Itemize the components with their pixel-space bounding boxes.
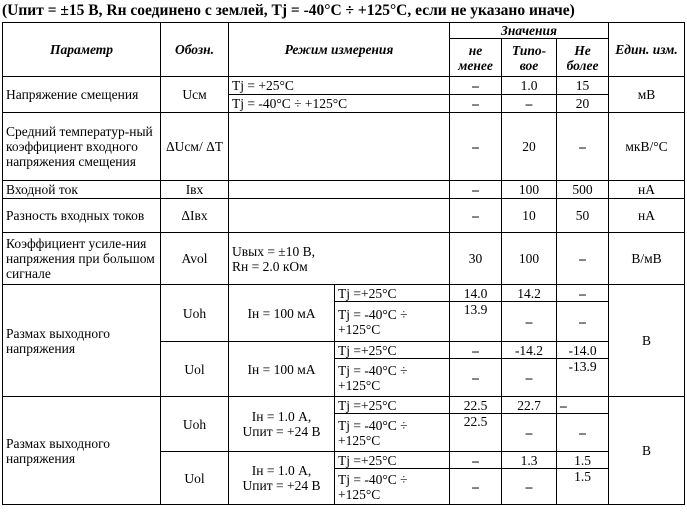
row-swing1-uol-t1: Tj =+25°C xyxy=(335,342,450,359)
row-swing1-uol-cond: Iн = 100 мА xyxy=(229,342,335,397)
row-gain-mode xyxy=(229,233,450,285)
row-swing2-uoh-t2-typ: – xyxy=(502,414,557,452)
row-gain-unit: В/мВ xyxy=(609,233,685,285)
row-swing2-uoh-symbol: Uoh xyxy=(161,397,229,452)
row-drift-symbol: ΔUсм/ ΔT xyxy=(161,113,229,181)
row-swing1-param: Размах выходного напряжения xyxy=(3,285,161,397)
row-gain-typ: 100 xyxy=(502,233,557,285)
header-min: не менее xyxy=(450,39,502,77)
header-parameter: Параметр xyxy=(3,23,161,77)
row-swing2-uol-t2-max: 1.5 xyxy=(557,469,609,505)
row-bias-symbol: Iвх xyxy=(161,181,229,199)
row-swing1-uoh-t1-min: 14.0 xyxy=(450,285,502,302)
row-diff-typ: 10 xyxy=(502,199,557,233)
row-offset-c2-min: – xyxy=(450,95,502,113)
row-bias-mode xyxy=(229,181,450,199)
row-swing1-uol-t2-typ: – xyxy=(502,359,557,397)
row-drift-min: – xyxy=(450,113,502,181)
row-gain-cond1: Uвых = ±10 В, xyxy=(232,243,315,259)
row-gain-symbol: Avol xyxy=(161,233,229,285)
row-swing2-uoh-t1-typ: 22.7 xyxy=(502,397,557,414)
row-swing1-uol-t2: Tj = -40°C ÷ +125°C xyxy=(335,359,450,397)
row-swing2-uoh-t1-max: – xyxy=(557,397,609,414)
row-swing1-uoh-symbol: Uoh xyxy=(161,285,229,342)
row-swing2-uol-t2-typ: – xyxy=(502,469,557,505)
row-offset-param: Напряжение смещения xyxy=(3,77,161,113)
header-symbol: Обозн. xyxy=(161,23,229,77)
row-swing2-uoh-t1: Tj =+25°C xyxy=(335,397,450,414)
row-offset-c1-typ: 1.0 xyxy=(502,77,557,95)
row-swing2-uoh-t2-max: – xyxy=(557,414,609,452)
row-swing2-uoh-cond xyxy=(229,397,335,452)
row-swing1-uoh-t1-max: – xyxy=(557,285,609,302)
row-swing1-uoh-t2: Tj = -40°C ÷ +125°C xyxy=(335,302,450,342)
row-offset-unit: мВ xyxy=(609,77,685,113)
row-swing1-uoh-t2-typ: – xyxy=(502,302,557,342)
row-bias-unit: нА xyxy=(609,181,685,199)
header-unit: Един. изм. xyxy=(609,23,685,77)
row-swing1-uol-t1-min: – xyxy=(450,342,502,359)
row-diff-symbol: ΔIвх xyxy=(161,199,229,233)
row-offset-cond2: Tj = -40°C ÷ +125°C xyxy=(229,95,450,113)
header-typ: Типо-вое xyxy=(502,39,557,77)
header-mode: Режим измерения xyxy=(229,23,450,77)
row-swing1-uol-t1-typ: -14.2 xyxy=(502,342,557,359)
row-swing1-uoh-cond: Iн = 100 мА xyxy=(229,285,335,342)
header-values: Значения xyxy=(450,23,609,39)
row-offset-symbol: Uсм xyxy=(161,77,229,113)
row-swing2-uoh-t2-min: 22.5 xyxy=(450,414,502,452)
row-drift-param: Средний температур-ный коэффициент входного напряжения смещения xyxy=(3,113,161,181)
row-swing2-uol-t1: Tj =+25°C xyxy=(335,452,450,469)
row-swing1-uoh-t2-min: 13.9 xyxy=(450,302,502,342)
row-swing1-uoh-t1: Tj =+25°C xyxy=(335,285,450,302)
row-offset-c1-min: – xyxy=(450,77,502,95)
row-swing1-uol-t2-max: -13.9 xyxy=(557,359,609,397)
row-swing2-uol-t1-min: – xyxy=(450,452,502,469)
row-offset-c1-max: 15 xyxy=(557,77,609,95)
row-swing2-uol-t2-min: – xyxy=(450,469,502,505)
row-swing2-uol-t1-typ: 1.3 xyxy=(502,452,557,469)
row-swing2-uol-cond xyxy=(229,452,335,505)
electrical-characteristics-table xyxy=(2,22,685,505)
row-swing1-uoh-t1-typ: 14.2 xyxy=(502,285,557,302)
row-swing1-uoh-t2-max: – xyxy=(557,302,609,342)
row-swing2-uol-cond2: Uпит = +24 В xyxy=(242,478,321,493)
row-offset-c2-typ: – xyxy=(502,95,557,113)
row-diff-max: 50 xyxy=(557,199,609,233)
row-offset-c2-max: 20 xyxy=(557,95,609,113)
row-swing2-uol-t2: Tj = -40°C ÷ +125°C xyxy=(335,469,450,505)
row-bias-max: 500 xyxy=(557,181,609,199)
row-swing1-unit: В xyxy=(609,285,685,397)
row-diff-mode xyxy=(229,199,450,233)
row-drift-max: – xyxy=(557,113,609,181)
row-gain-param: Коэффициент усиле-ния напряжения при большом сигнале xyxy=(3,233,161,285)
table-conditions-title: (Uпит = ±15 В, Rн соединено с землей, Tj = -40°C ÷ +125°C, если не указано иначе) xyxy=(2,2,575,19)
row-bias-typ: 100 xyxy=(502,181,557,199)
row-swing2-unit: В xyxy=(609,397,685,505)
row-swing2-uoh-t1-min: 22.5 xyxy=(450,397,502,414)
row-diff-min: – xyxy=(450,199,502,233)
row-diff-unit: нА xyxy=(609,199,685,233)
row-bias-min: – xyxy=(450,181,502,199)
row-drift-typ: 20 xyxy=(502,113,557,181)
row-swing1-uol-t1-max: -14.0 xyxy=(557,342,609,359)
row-swing2-uoh-t2: Tj = -40°C ÷ +125°C xyxy=(335,414,450,452)
row-gain-min: 30 xyxy=(450,233,502,285)
row-swing2-param: Размах выходного напряжения xyxy=(3,397,161,505)
row-gain-max: – xyxy=(557,233,609,285)
row-swing1-uol-symbol: Uol xyxy=(161,342,229,397)
row-bias-param: Входной ток xyxy=(3,181,161,199)
row-offset-cond1: Tj = +25°C xyxy=(229,77,450,95)
row-swing1-uol-t2-min: – xyxy=(450,359,502,397)
row-gain-cond2: Rн = 2.0 кОм xyxy=(232,258,308,274)
row-drift-unit: мкВ/°C xyxy=(609,113,685,181)
row-swing2-uoh-cond1: Iн = 1.0 А, xyxy=(251,409,312,424)
row-swing2-uol-t1-max: 1.5 xyxy=(557,452,609,469)
header-max: Не более xyxy=(557,39,609,77)
row-swing2-uoh-cond2: Uпит = +24 В xyxy=(242,424,321,439)
row-diff-param: Разность входных токов xyxy=(3,199,161,233)
row-drift-mode xyxy=(229,113,450,181)
row-swing2-uol-cond1: Iн = 1.0 А, xyxy=(251,463,312,478)
row-swing2-uol-symbol: Uol xyxy=(161,452,229,505)
